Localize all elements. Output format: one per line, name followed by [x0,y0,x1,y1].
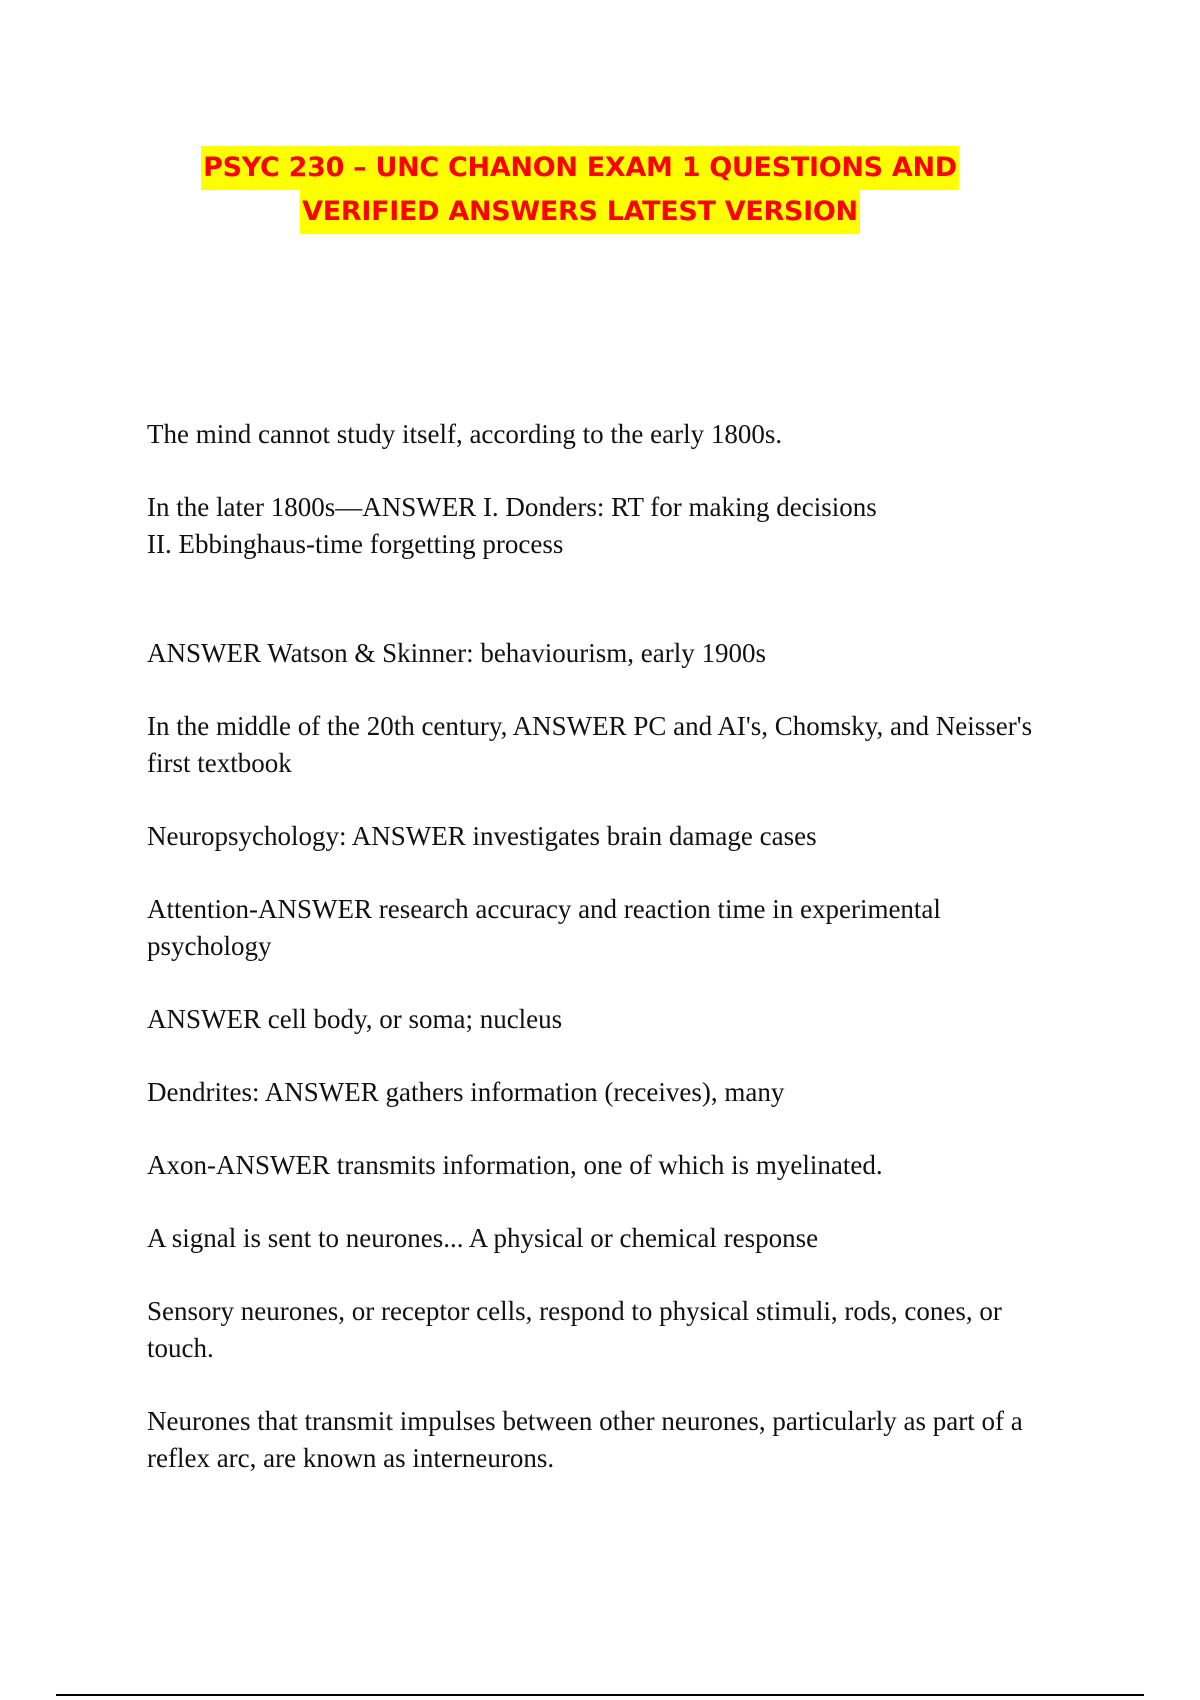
title-line-2: VERIFIED ANSWERS LATEST VERSION [300,190,860,234]
paragraph-10: A signal is sent to neurones... A physical or chemical response [147,1223,819,1253]
paragraph-2 [147,489,1067,563]
paragraph-2-line-2: II. Ebbinghaus-time forgetting process [147,529,564,559]
paragraph-2-line-1: In the later 1800s—ANSWER I. Donders: RT for making decisions [147,492,877,522]
paragraph-12: Neurones that transmit impulses between other neurones, particularly as part of a reflex arc, are known as interneurons. [147,1406,1023,1473]
paragraph-6: Attention-ANSWER research accuracy and reaction time in experimental psychology [147,894,941,961]
paragraph-4: In the middle of the 20th century, ANSWER PC and AI's, Chomsky, and Neisser's first textbook [147,711,1033,778]
document-title [0,146,1160,234]
paragraph-3: ANSWER Watson & Skinner: behaviourism, early 1900s [147,638,767,668]
paragraph-8: Dendrites: ANSWER gathers information (receives), many [147,1077,785,1107]
paragraph-1: The mind cannot study itself, according to the early 1800s. [147,419,783,449]
paragraph-9: Axon-ANSWER transmits information, one of which is myelinated. [147,1150,883,1180]
paragraph-11: Sensory neurones, or receptor cells, respond to physical stimuli, rods, cones, or touch. [147,1296,1002,1363]
paragraph-5: Neuropsychology: ANSWER investigates brain damage cases [147,821,817,851]
document-body [147,416,1067,1513]
title-line-1: PSYC 230 – UNC CHANON EXAM 1 QUESTIONS AND [201,146,959,190]
footer-divider [56,1694,1144,1696]
paragraph-7: ANSWER cell body, or soma; nucleus [147,1004,563,1034]
